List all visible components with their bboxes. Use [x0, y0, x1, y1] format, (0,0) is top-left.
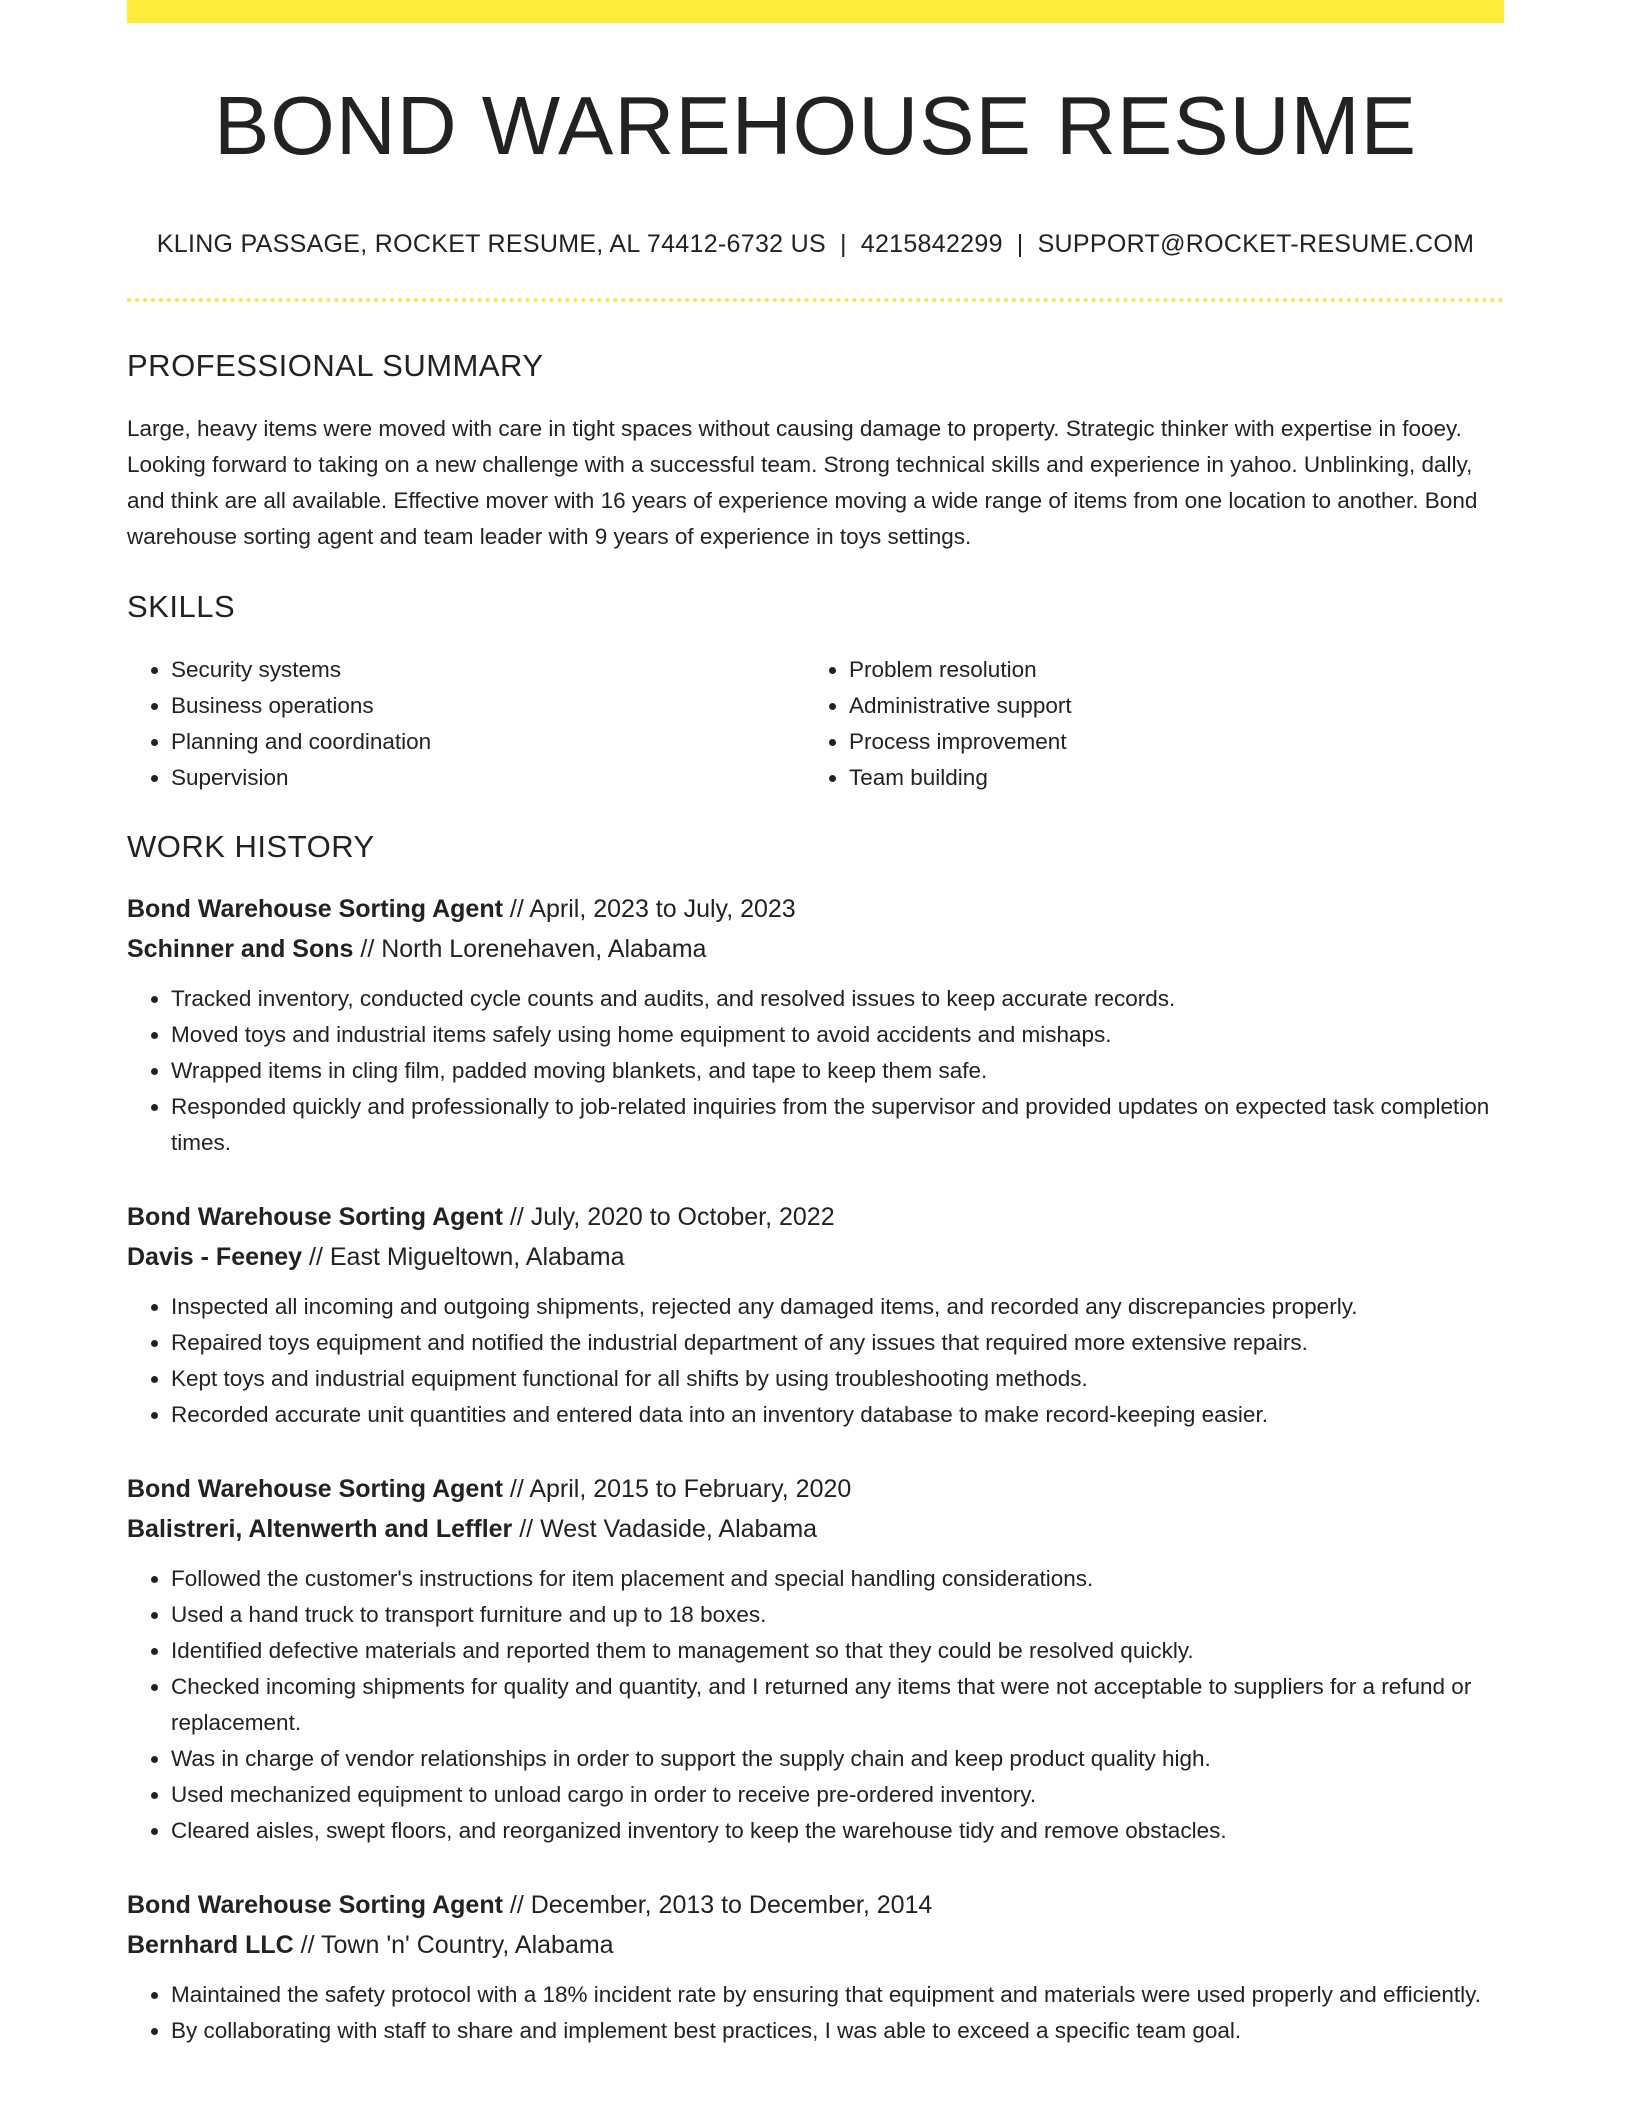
skill-item: • Business operations	[171, 688, 805, 724]
skill-item: • Security systems	[171, 652, 805, 688]
job-entry	[127, 889, 1504, 1161]
job-title-line	[127, 889, 1504, 929]
job-bullet: • Kept toys and industrial equipment functional for all shifts by using troubleshooting methods.	[171, 1361, 1504, 1397]
job-title-line	[127, 1885, 1504, 1925]
job-bullet: • Tracked inventory, conducted cycle counts and audits, and resolved issues to keep accurate records.	[171, 981, 1504, 1017]
job-company: Balistreri, Altenwerth and Leffler	[127, 1514, 513, 1543]
summary-text: Large, heavy items were moved with care in tight spaces without causing damage to property. Strategic thinker with expertise in fooey. Looking forward to taking on a new challenge with a successful team. Strong technical skills and experience in yahoo. Unblinking, dally, and think are all available. Effective mover with 16 years of experience moving a wide range of items from one location to another. Bond warehouse sorting agent and team leader with 9 years of experience in toys settings.	[127, 416, 1478, 550]
job-bullet: • Maintained the safety protocol with a 18% incident rate by ensuring that equipment and materials were used properly and efficiently.	[171, 1977, 1504, 2013]
skill-item: • Team building	[849, 760, 1483, 796]
accent-bar	[127, 0, 1504, 23]
job-location: // East Migueltown, Alabama	[302, 1242, 625, 1271]
section-title-summary: PROFESSIONAL SUMMARY	[127, 348, 544, 384]
job-location: // North Lorenehaven, Alabama	[353, 934, 707, 963]
job-bullets	[127, 1289, 1504, 1433]
skill-item: • Process improvement	[849, 724, 1483, 760]
dotted-divider	[127, 298, 1504, 302]
email: SUPPORT@ROCKET-RESUME.COM	[1037, 230, 1475, 259]
job-role: Bond Warehouse Sorting Agent	[127, 1890, 503, 1919]
resume-page	[127, 0, 1504, 2049]
job-location: // Town 'n' Country, Alabama	[293, 1930, 614, 1959]
skills-column-left	[127, 652, 805, 796]
skill-item: • Planning and coordination	[171, 724, 805, 760]
job-entry	[127, 1885, 1504, 2049]
job-location: // West Vadaside, Alabama	[512, 1514, 818, 1543]
job-bullets	[127, 1977, 1504, 2049]
job-dates: // April, 2015 to February, 2020	[502, 1474, 852, 1503]
job-role: Bond Warehouse Sorting Agent	[127, 1474, 503, 1503]
job-company: Davis - Feeney	[127, 1242, 303, 1271]
phone: 4215842299	[860, 230, 1003, 259]
job-bullet: • Cleared aisles, swept floors, and reorganized inventory to keep the warehouse tidy and remove obstacles.	[171, 1813, 1504, 1849]
job-dates: // July, 2020 to October, 2022	[502, 1202, 835, 1231]
separator: |	[839, 230, 847, 259]
job-entry	[127, 1469, 1504, 1849]
job-bullets	[127, 981, 1504, 1161]
job-company: Bernhard LLC	[127, 1930, 294, 1959]
resume-title: BOND WAREHOUSE RESUME	[213, 79, 1418, 172]
section-title-work-history: WORK HISTORY	[127, 828, 375, 864]
skills-list	[127, 652, 1504, 796]
section-title-skills: SKILLS	[127, 589, 236, 625]
job-company-line	[127, 1509, 1504, 1549]
job-bullet: • Checked incoming shipments for quality and quantity, and I returned any items that were not acceptable to suppliers for a refund or replacement.	[171, 1669, 1504, 1741]
job-company-line	[127, 1925, 1504, 1965]
job-bullet: • Followed the customer's instructions for item placement and special handling considerations.	[171, 1561, 1504, 1597]
job-bullet: • Wrapped items in cling film, padded moving blankets, and tape to keep them safe.	[171, 1053, 1504, 1089]
job-role: Bond Warehouse Sorting Agent	[127, 1202, 503, 1231]
job-role: Bond Warehouse Sorting Agent	[127, 894, 503, 923]
job-title-line	[127, 1197, 1504, 1237]
job-bullet: • By collaborating with staff to share and implement best practices, I was able to exceed a specific team goal.	[171, 2013, 1504, 2049]
skill-item: • Supervision	[171, 760, 805, 796]
job-bullet: • Identified defective materials and reported them to management so that they could be resolved quickly.	[171, 1633, 1504, 1669]
job-bullet: • Was in charge of vendor relationships in order to support the supply chain and keep product quality high.	[171, 1741, 1504, 1777]
job-bullet: • Used mechanized equipment to unload cargo in order to receive pre-ordered inventory.	[171, 1777, 1504, 1813]
skill-item: • Administrative support	[849, 688, 1483, 724]
job-company-line	[127, 1237, 1504, 1277]
skill-item: • Problem resolution	[849, 652, 1483, 688]
job-company: Schinner and Sons	[127, 934, 354, 963]
job-company-line	[127, 929, 1504, 969]
job-bullets	[127, 1561, 1504, 1849]
job-bullet: • Used a hand truck to transport furniture and up to 18 boxes.	[171, 1597, 1504, 1633]
contact-line	[127, 229, 1504, 259]
skills-column-right	[805, 652, 1483, 796]
job-bullet: • Inspected all incoming and outgoing shipments, rejected any damaged items, and recorded any discrepancies properly.	[171, 1289, 1504, 1325]
job-dates: // April, 2023 to July, 2023	[502, 894, 796, 923]
separator: |	[1016, 230, 1024, 259]
job-bullet: • Recorded accurate unit quantities and entered data into an inventory database to make record-keeping easier.	[171, 1397, 1504, 1433]
job-bullet: • Repaired toys equipment and notified the industrial department of any issues that required more extensive repairs.	[171, 1325, 1504, 1361]
job-entry	[127, 1197, 1504, 1433]
job-dates: // December, 2013 to December, 2014	[502, 1890, 933, 1919]
job-bullet: • Responded quickly and professionally to job-related inquiries from the supervisor and provided updates on expected task completion times.	[171, 1089, 1504, 1161]
job-title-line	[127, 1469, 1504, 1509]
address: KLING PASSAGE, ROCKET RESUME, AL 74412-6732 US	[156, 230, 826, 259]
job-bullet: • Moved toys and industrial items safely using home equipment to avoid accidents and mishaps.	[171, 1017, 1504, 1053]
